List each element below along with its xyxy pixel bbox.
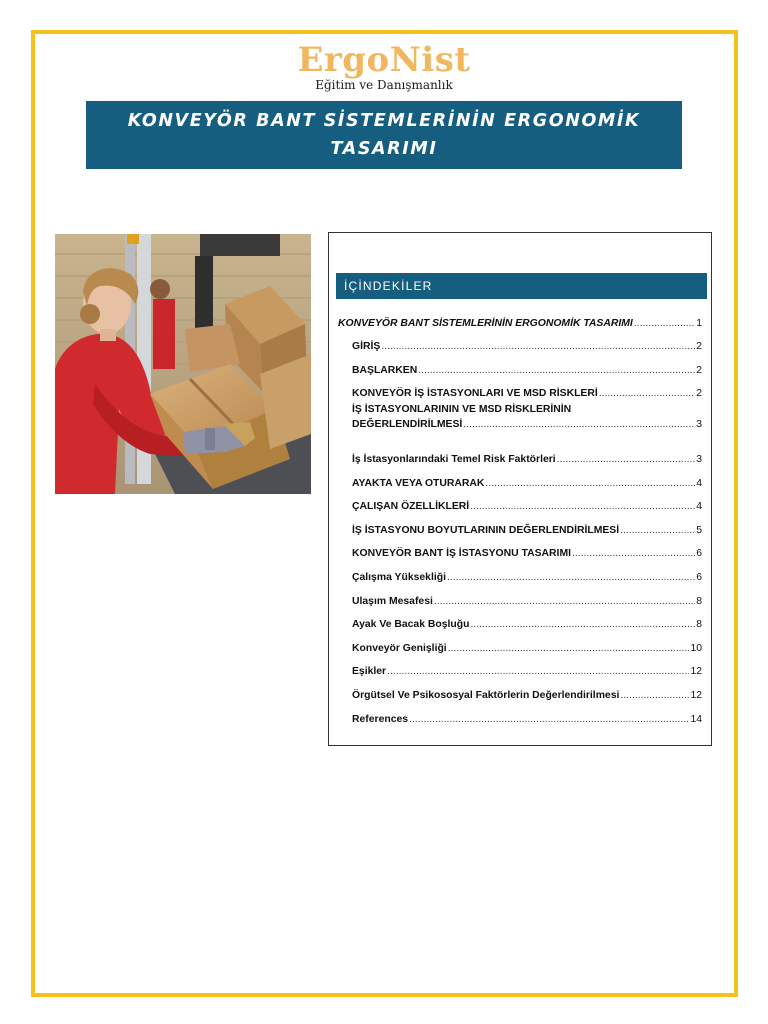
toc-entry-label: Eşikler: [352, 666, 387, 678]
toc-entry-page: 6: [696, 571, 702, 583]
toc-entry[interactable]: [338, 399, 702, 441]
toc-entry-page: 10: [690, 642, 702, 654]
toc-entry-label: Çalışma Yüksekliği: [352, 571, 446, 583]
toc-entry[interactable]: [338, 607, 702, 631]
toc-entry-page: 2: [696, 364, 702, 376]
toc-entry[interactable]: [338, 677, 702, 701]
toc-entry-label: İş İstasyonlarındaki Temel Risk Faktörleri: [352, 453, 556, 465]
toc-entry[interactable]: [338, 489, 702, 513]
toc-leader-dots: [447, 572, 695, 583]
toc-entry-label: ÇALIŞAN ÖZELLİKLERİ: [352, 501, 470, 513]
toc-entry-label: İŞ İSTASYONLARININ VE MSD RİSKLERİNİN: [352, 404, 572, 416]
toc-entry[interactable]: [338, 329, 702, 353]
toc-entry[interactable]: [338, 465, 702, 489]
toc-leader-dots: [572, 548, 695, 559]
toc-leader-dots: [599, 388, 695, 399]
toc-entry-page: 8: [696, 595, 702, 607]
toc-entry[interactable]: [338, 536, 702, 560]
toc-leader-dots: [463, 417, 695, 432]
toc-entry-label: İŞ İSTASYONU BOYUTLARININ DEĞERLENDİRİLMESİ: [352, 524, 620, 536]
toc-entry[interactable]: [338, 701, 702, 725]
toc-entry-page: 3: [696, 419, 702, 431]
toc-entry-page: 12: [690, 689, 702, 701]
document-title: KONVEYÖR BANT SİSTEMLERİNİN ERGONOMİK TASARIMI: [127, 111, 641, 159]
toc-entry-label: KONVEYÖR BANT SİSTEMLERİNİN ERGONOMİK TASARIMI: [338, 317, 633, 329]
toc-entry-label: AYAKTA VEYA OTURARAK: [352, 477, 485, 489]
logo-tagline: Eğitim ve Danışmanlık: [315, 78, 453, 92]
toc-entry-page: 3: [696, 453, 702, 465]
toc-entry-page: 14: [690, 713, 702, 725]
toc-entry-label-continued: DEĞERLENDİRİLMESİ: [352, 419, 463, 431]
toc-leader-dots: [634, 318, 695, 329]
toc-entry-label: Örgütsel Ve Psikososyal Faktörlerin Değerlendirilmesi: [352, 689, 620, 701]
toc-list: [338, 305, 702, 725]
toc-entry[interactable]: [338, 583, 702, 607]
toc-entry[interactable]: [338, 630, 702, 654]
toc-entry[interactable]: [338, 352, 702, 376]
toc-entry-page: 4: [696, 477, 702, 489]
title-banner: [86, 101, 682, 169]
worker-lifting-box-photo: [55, 234, 311, 494]
toc-leader-dots: [381, 341, 695, 352]
toc-entry-page: 8: [696, 619, 702, 631]
toc-entry-page: 6: [696, 548, 702, 560]
toc-leader-dots: [470, 501, 695, 512]
toc-leader-dots: [557, 454, 696, 465]
toc-leader-dots: [470, 619, 695, 630]
toc-leader-dots: [409, 714, 689, 725]
toc-leader-dots: [418, 365, 695, 376]
toc-entry-label: Ulaşım Mesafesi: [352, 595, 433, 607]
toc-entry[interactable]: [338, 376, 702, 400]
toc-leader-dots: [485, 478, 695, 489]
toc-leader-dots: [620, 690, 689, 701]
toc-entry[interactable]: [338, 559, 702, 583]
logo: [0, 40, 768, 92]
toc-entry-label: BAŞLARKEN: [352, 364, 418, 376]
toc-leader-dots: [387, 666, 689, 677]
toc-entry-label: KONVEYÖR BANT İŞ İSTASYONU TASARIMI: [352, 548, 571, 560]
logo-name: ErgoNist: [297, 40, 471, 80]
toc-entry-page: 2: [696, 388, 702, 400]
toc-entry-label: GİRİŞ: [352, 341, 381, 353]
toc-entry-label: References: [352, 713, 409, 725]
toc-entry-page: 1: [696, 317, 702, 329]
toc-entry[interactable]: [338, 441, 702, 465]
toc-entry-page: 2: [696, 341, 702, 353]
table-of-contents: [328, 232, 712, 746]
toc-leader-dots: [448, 643, 690, 654]
toc-entry-label: Konveyör Genişliği: [352, 642, 447, 654]
toc-entry-page: 5: [696, 524, 702, 536]
toc-entry[interactable]: [338, 305, 702, 329]
toc-entry-label: KONVEYÖR İŞ İSTASYONLARI VE MSD RİSKLERİ: [352, 388, 598, 400]
toc-header: İÇİNDEKİLER: [336, 273, 707, 299]
toc-entry-label: Ayak Ve Bacak Boşluğu: [352, 619, 470, 631]
toc-entry-page: 4: [696, 501, 702, 513]
toc-entry-page: 12: [690, 666, 702, 678]
toc-entry[interactable]: [338, 654, 702, 678]
toc-leader-dots: [434, 596, 695, 607]
toc-entry[interactable]: [338, 512, 702, 536]
toc-leader-dots: [620, 525, 695, 536]
